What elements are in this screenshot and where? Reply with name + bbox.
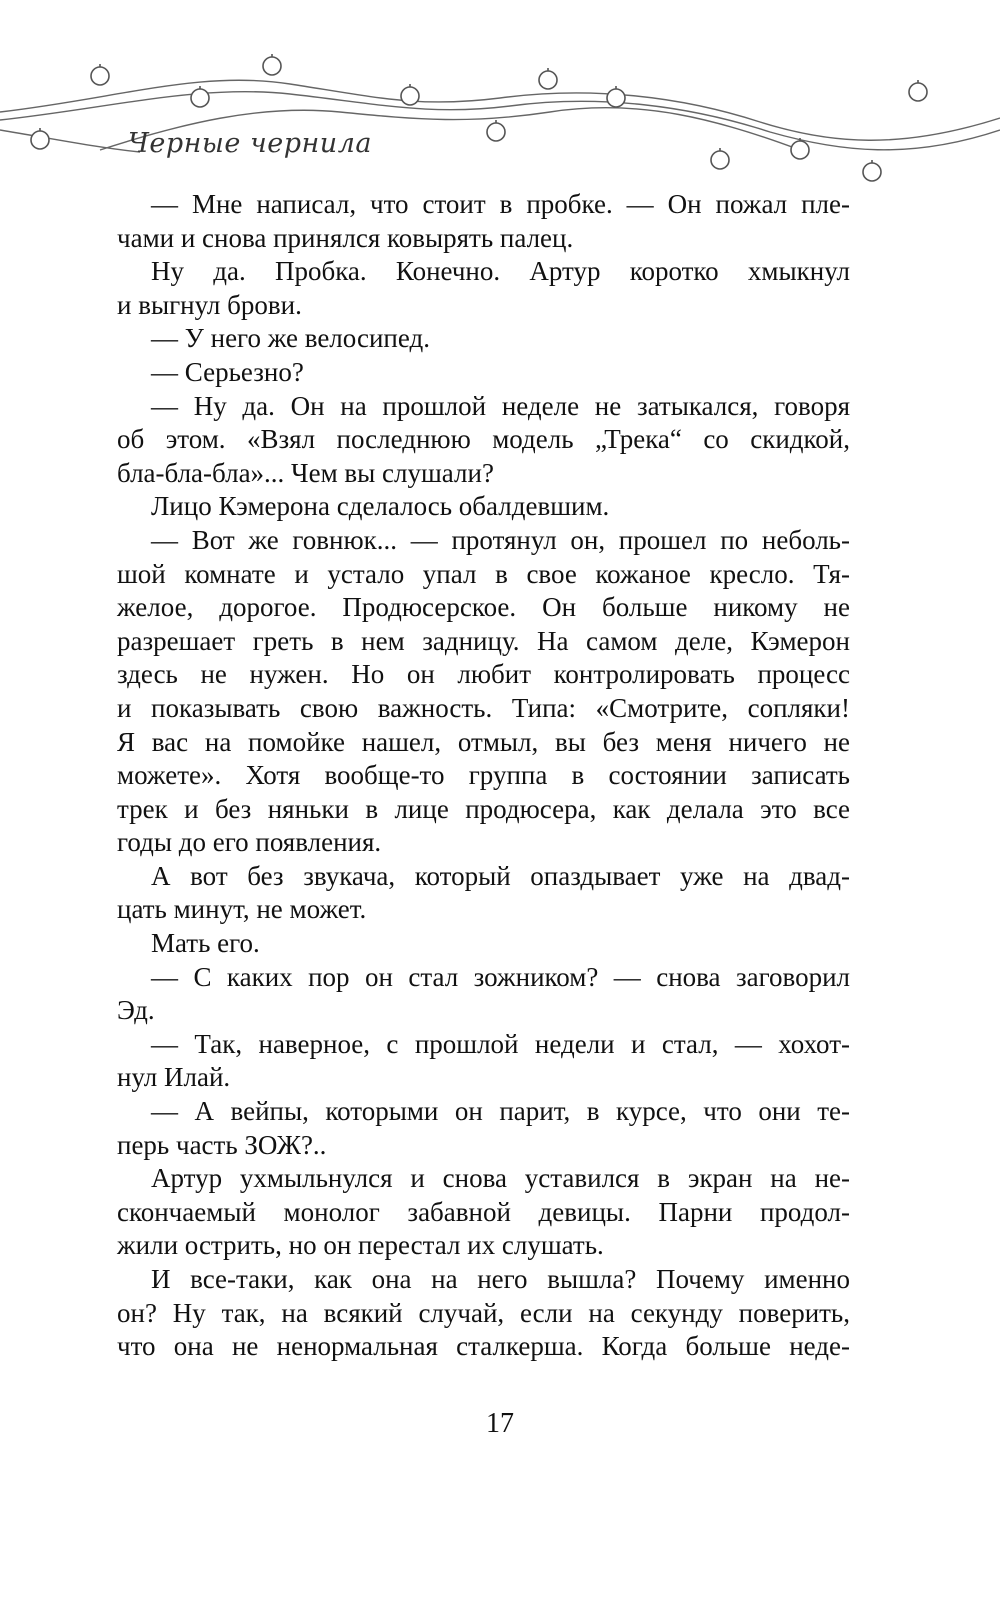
text-line: — С каких пор он стал зожником? — снова заговорил bbox=[151, 961, 850, 992]
text-line: — Ну да. Он на прошлой неделе не затыкался, говоря bbox=[151, 390, 850, 421]
text-line: шой комнате и устало упал в свое кожаное кресло. Тя- bbox=[117, 558, 850, 589]
text-line: здесь не нужен. Но он любит контролировать процесс bbox=[117, 659, 850, 690]
text-line: — Мне написал, что стоит в пробке. — Он пожал пле- bbox=[151, 189, 850, 219]
page-number: 17 bbox=[486, 1408, 514, 1439]
string-lights-garland-icon bbox=[0, 0, 1000, 200]
text-line: Артур ухмыльнулся и снова уставился в экран на не- bbox=[151, 1163, 850, 1194]
text-line: — Вот же говнюк... — протянул он, прошел по неболь- bbox=[151, 524, 850, 555]
text-line: А вот без звукача, который опаздывает уже на двад- bbox=[151, 860, 850, 891]
text-line: нул Илай. bbox=[117, 1062, 231, 1093]
text-line: цать минут, не может. bbox=[117, 894, 367, 925]
text-line: — Серьезно? bbox=[151, 356, 304, 387]
text-line: жили острить, но он перестал их слушать. bbox=[117, 1230, 604, 1261]
body-text bbox=[117, 188, 850, 1364]
text-line: разрешает греть в нем задницу. На самом деле, Кэмерон bbox=[117, 625, 850, 656]
text-line: желое, дорогое. Продюсерское. Он больше никому не bbox=[117, 592, 850, 623]
text-line: годы до его появления. bbox=[117, 827, 382, 858]
text-line: — Так, наверное, с прошлой недели и стал, — хохот- bbox=[151, 1028, 850, 1059]
text-line: бла-бла-бла»... Чем вы слушали? bbox=[117, 457, 494, 488]
text-line: можете». Хотя вообще-то группа в состоянии записать bbox=[117, 760, 850, 791]
text-line: трек и без няньки в лице продюсера, как делала это все bbox=[117, 793, 850, 824]
text-line: скончаемый монолог забавной девицы. Парни продол- bbox=[117, 1196, 850, 1227]
text-line: и выгнул брови. bbox=[117, 289, 302, 320]
text-line: Лицо Кэмерона сделалось обалдевшим. bbox=[151, 491, 610, 522]
text-line: Мать его. bbox=[151, 928, 260, 959]
text-line: Я вас на помойке нашел, отмыл, вы без меня ничего не bbox=[117, 726, 850, 757]
text-line: об этом. «Взял последнюю модель „Трека“ со скидкой, bbox=[117, 424, 850, 455]
text-line: он? Ну так, на всякий случай, если на секунду поверить, bbox=[117, 1297, 850, 1328]
text-line: Ну да. Пробка. Конечно. Артур коротко хмыкнул bbox=[151, 256, 850, 287]
text-line: Эд. bbox=[117, 995, 155, 1026]
running-title: Черные чернила bbox=[128, 128, 372, 159]
text-line: — А вейпы, которыми он парит, в курсе, что они те- bbox=[151, 1096, 850, 1127]
text-line: чами и снова принялся ковырять палец. bbox=[117, 222, 574, 253]
text-line: и показывать свою важность. Типа: «Смотрите, сопляки! bbox=[117, 692, 850, 723]
text-line: перь часть ЗОЖ?.. bbox=[117, 1129, 327, 1160]
text-line: что она не ненормальная сталкерша. Когда больше неде- bbox=[117, 1331, 850, 1362]
text-line: И все-таки, как она на него вышла? Почему именно bbox=[151, 1264, 850, 1294]
text-line: — У него же велосипед. bbox=[151, 323, 430, 354]
